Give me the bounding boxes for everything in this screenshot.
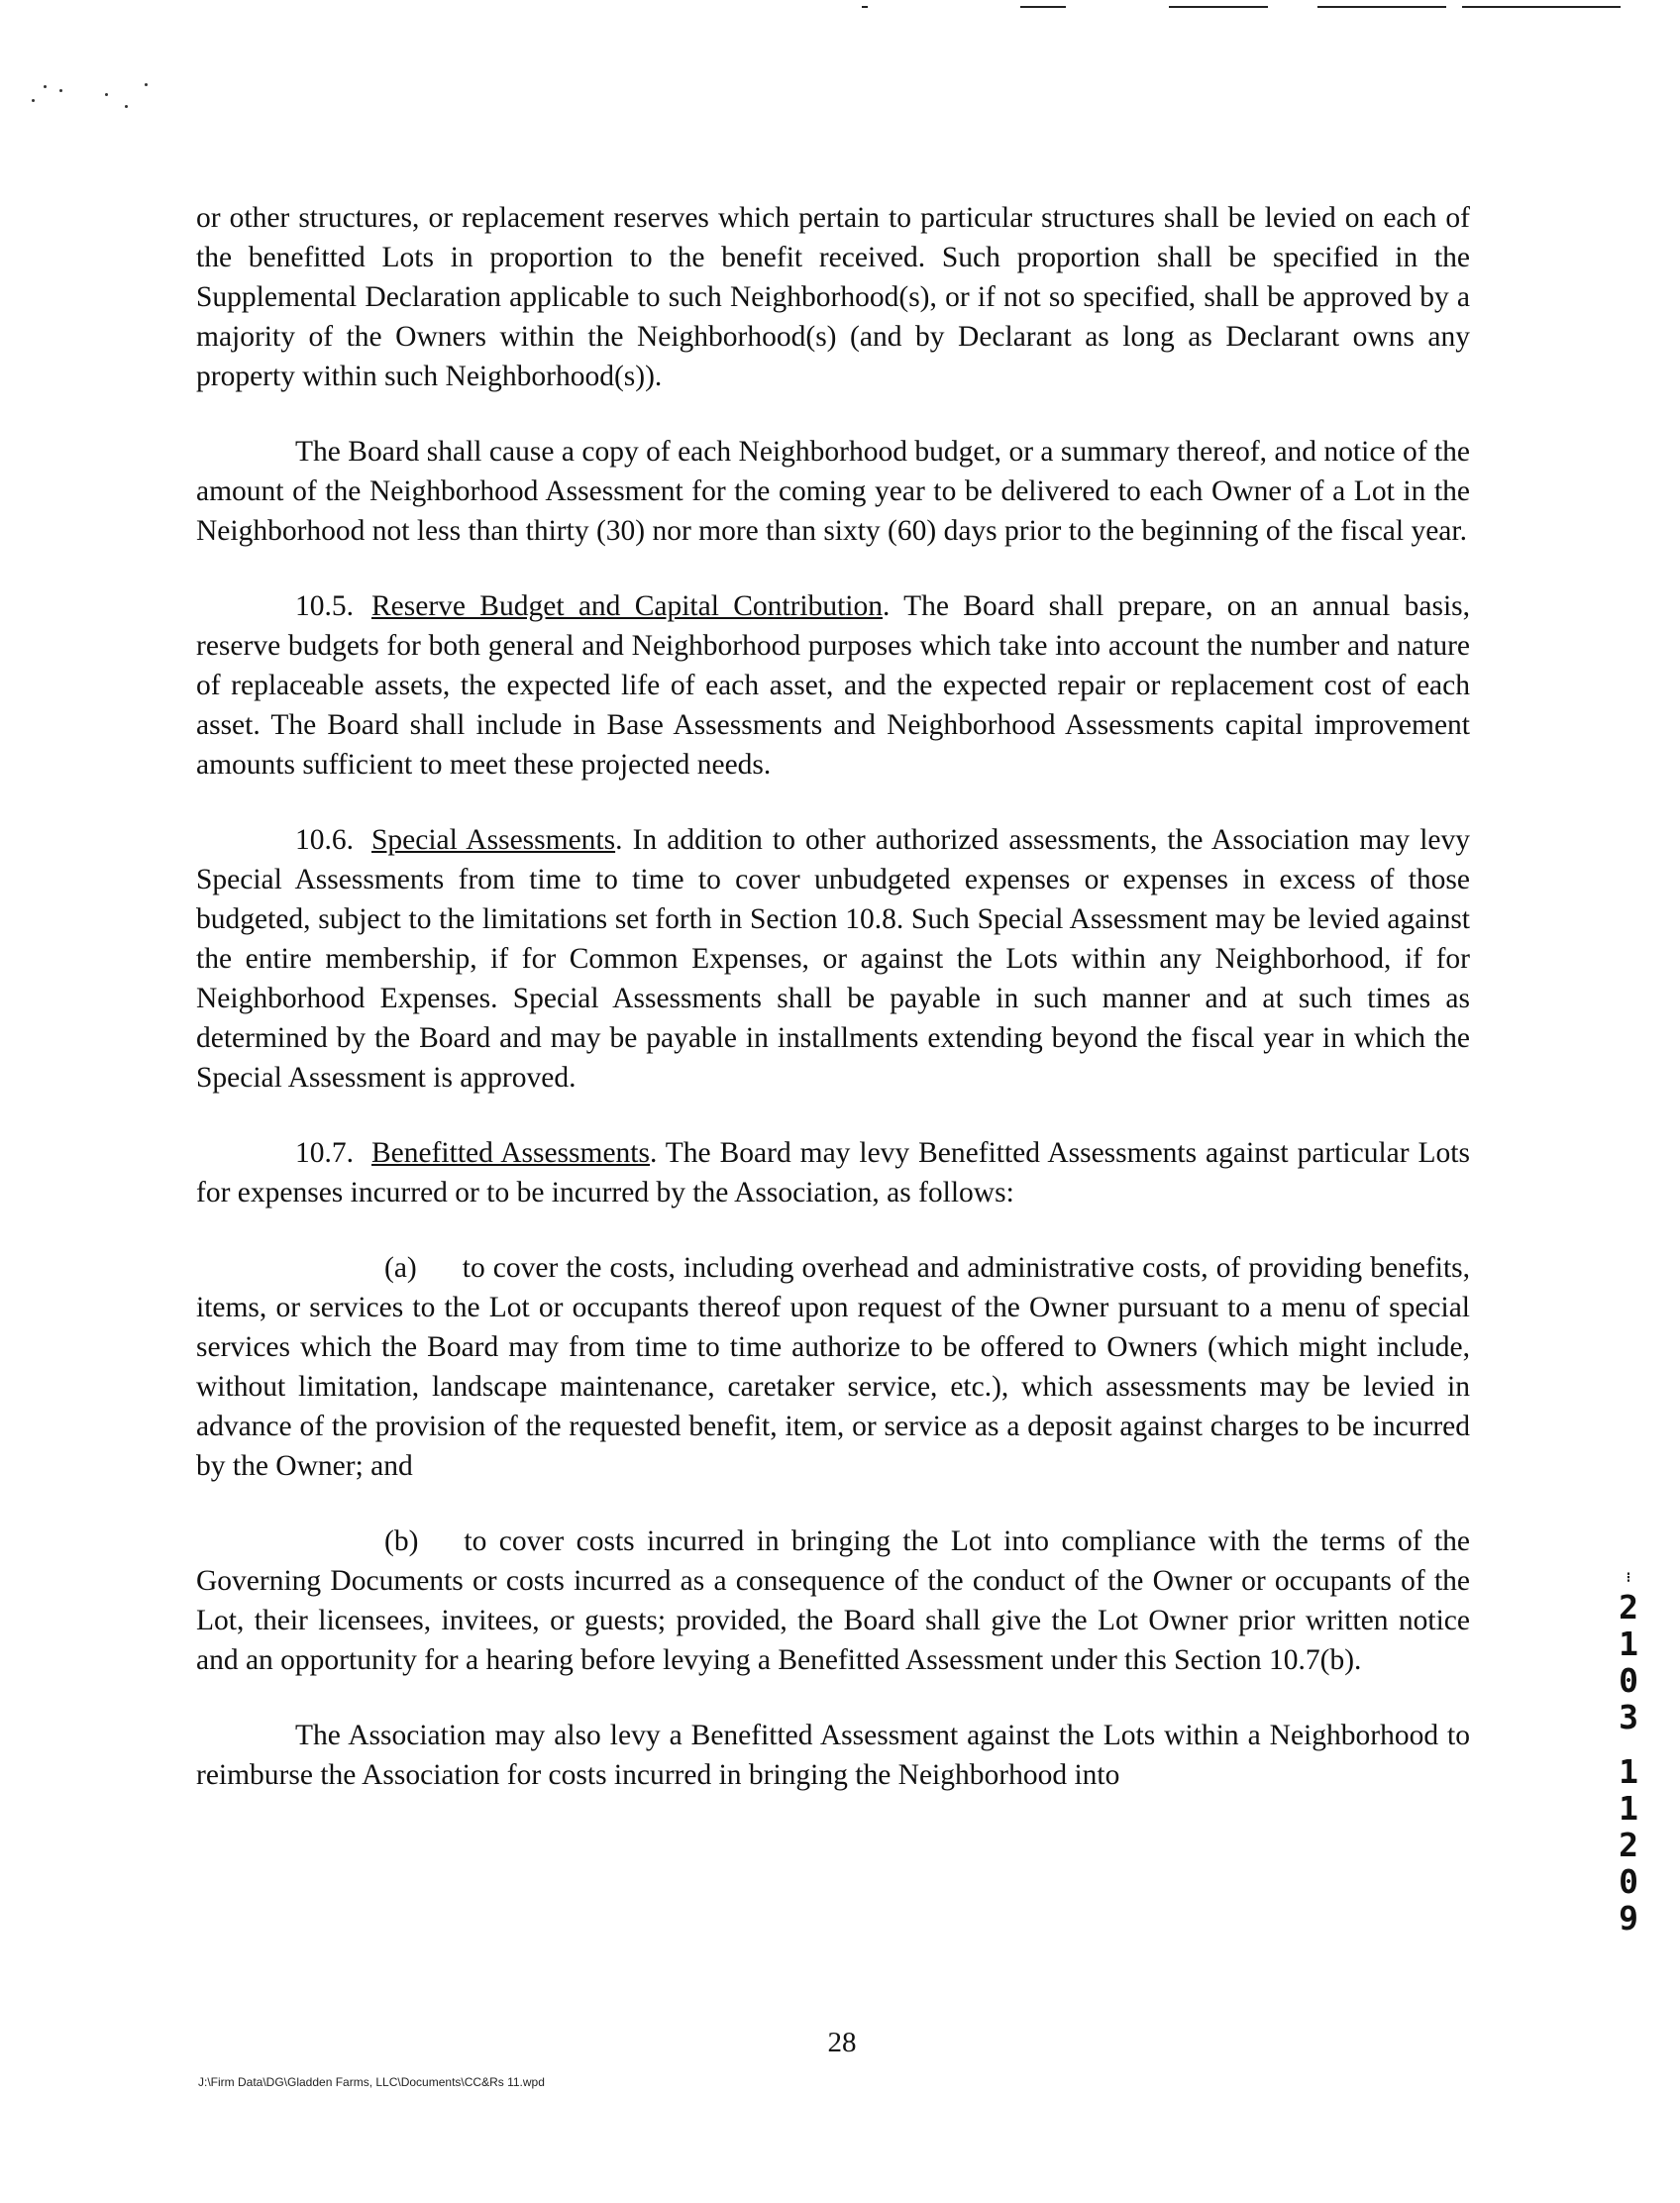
scan-speck: [59, 89, 62, 92]
stamp-digit: 9: [1619, 1899, 1638, 1938]
footer-file-path: J:\Firm Data\DG\Gladden Farms, LLC\Documents\CC&Rs 11.wpd: [198, 2075, 545, 2089]
stamp-digit: 0: [1619, 1661, 1638, 1700]
stamp-digit: 3: [1619, 1698, 1638, 1736]
paragraph-neighborhood-benefitted-assessment: [196, 1716, 1470, 1795]
scan-speck: [105, 93, 108, 96]
section-10-5: [196, 586, 1470, 785]
stamp-digit: 1: [1619, 1789, 1638, 1828]
stamp-digit: 2: [1619, 1588, 1638, 1626]
paragraph-text: or other structures, or replacement reserves which pertain to particular structures shall be levied on each of the benefitted Lots in proportion to the benefit received. Such proportion shall be specified in the Supplemental Declaration applicable to such Neighborhood(s), or if not so specified, shall be approved by a majority of the Owners within the Neighborhood(s) (and by Declarant as long as Declarant owns any property within such Neighborhood(s)).: [196, 202, 1470, 392]
stamp-mark: ⁝: [1626, 1570, 1631, 1586]
subsection-a: [196, 1248, 1470, 1486]
scan-artifact-rule: [862, 6, 868, 8]
paragraph-continuation: [196, 198, 1470, 396]
section-title: Reserve Budget and Capital Contribution: [371, 590, 883, 622]
scan-artifact-rule: [1169, 6, 1268, 8]
section-10-7: [196, 1133, 1470, 1212]
document-body: [196, 198, 1470, 1831]
scan-artifact-rule: [1317, 6, 1446, 8]
item-label: (b): [384, 1525, 419, 1557]
section-number: 10.6.: [295, 824, 354, 856]
section-number: 10.7.: [295, 1137, 354, 1169]
section-title: Special Assessments: [371, 824, 616, 856]
paragraph-text: The Association may also levy a Benefitted Assessment against the Lots within a Neighborhood to reimburse the Association for costs incurred in bringing the Neighborhood into: [196, 1720, 1470, 1791]
item-text: to cover the costs, including overhead and administrative costs, of providing benefits, items, or services to the Lot or occupants thereof upon request of the Owner pursuant to a menu of special services which the Board may from time to time authorize to be offered to Owners (which might include, without limitation, landscape maintenance, caretaker service, etc.), which assessments may be levied in advance of the provision of the requested benefit, item, or service as a deposit against charges to be incurred by the Owner; and: [196, 1252, 1470, 1482]
page-number: 28: [827, 2027, 857, 2058]
scan-speck: [44, 85, 47, 88]
section-text: . The Board shall prepare, on an annual basis, reserve budgets for both general and Neighborhood purposes which take into account the number and nature of replaceable assets, the expected life of each asset, and the expected repair or replacement cost of each asset. The Board shall include in Base Assessments and Neighborhood Assessments capital improvement amounts sufficient to meet these projected needs.: [196, 590, 1470, 781]
scan-speck: [32, 99, 35, 102]
item-text: to cover costs incurred in bringing the Lot into compliance with the terms of the Governing Documents or costs incurred as a consequence of the conduct of the Owner or occupants of the Lot, their licensees, invitees, or guests; provided, the Board shall give the Lot Owner prior written notice and an opportunity for a hearing before levying a Benefitted Assessment under this Section 10.7(b).: [196, 1525, 1470, 1676]
stamp-digit: 1: [1619, 1625, 1638, 1663]
section-text: . The Board may levy Benefitted Assessments against particular Lots for expenses incurred or to be incurred by the Association, as follows:: [196, 1137, 1470, 1208]
item-label: (a): [384, 1252, 417, 1284]
section-text: . In addition to other authorized assessments, the Association may levy Special Assessments from time to time to cover unbudgeted expenses or expenses in excess of those budgeted, subject to the limitations set forth in Section 10.8. Such Special Assessment may be levied against the entire membership, if for Common Expenses, or against the Lots within any Neighborhood, if for Neighborhood Expenses. Special Assessments shall be payable in such manner and at such times as determined by the Board and may be payable in installments extending beyond the fiscal year in which the Special Assessment is approved.: [196, 824, 1470, 1094]
scan-speck: [145, 83, 148, 86]
section-number: 10.5.: [295, 590, 354, 622]
recording-number-stamp: [1609, 1567, 1648, 1937]
subsection-b: [196, 1521, 1470, 1680]
scan-artifact-rule: [1462, 6, 1621, 8]
stamp-gap: [1609, 1735, 1648, 1753]
scan-speck: [125, 105, 128, 108]
scan-artifact-rule: [1020, 6, 1066, 8]
paragraph-neighborhood-budget-notice: [196, 432, 1470, 551]
section-title: Benefitted Assessments: [371, 1137, 650, 1169]
section-10-6: [196, 820, 1470, 1098]
stamp-digit: 2: [1619, 1826, 1638, 1864]
paragraph-text: The Board shall cause a copy of each Neighborhood budget, or a summary thereof, and notice of the amount of the Neighborhood Assessment for the coming year to be delivered to each Owner of a Lot in the Neighborhood not less than thirty (30) nor more than sixty (60) days prior to the beginning of the fiscal year.: [196, 436, 1470, 547]
stamp-digit: 0: [1619, 1862, 1638, 1901]
stamp-digit: 1: [1619, 1752, 1638, 1791]
